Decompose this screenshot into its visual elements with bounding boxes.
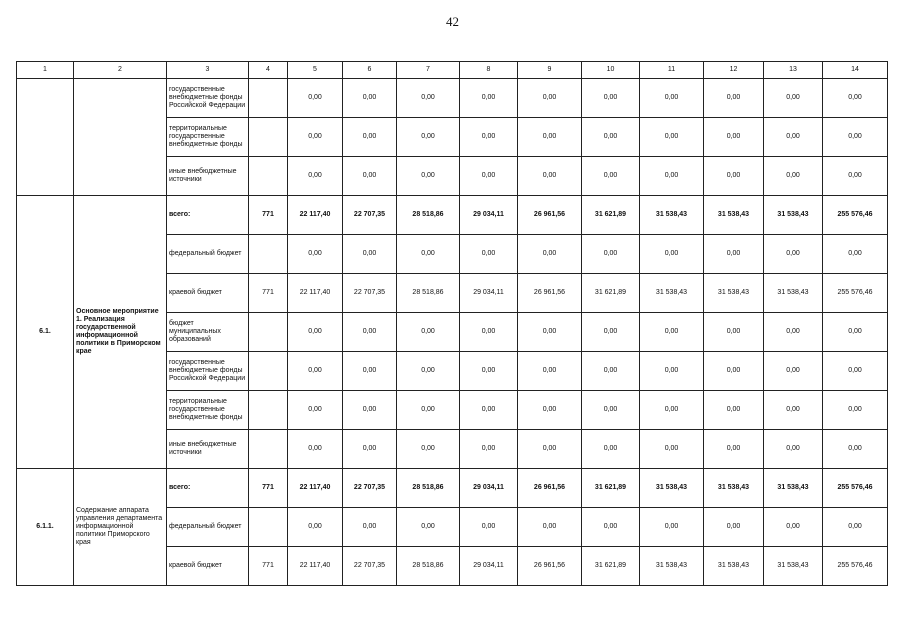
amount-cell: 0,00 [460,430,518,469]
amount-cell: 31 538,43 [764,547,823,586]
column-header: 14 [823,62,888,79]
amount-cell: 0,00 [343,313,397,352]
amount-cell: 28 518,86 [397,196,460,235]
amount-cell: 0,00 [704,352,764,391]
amount-cell: 0,00 [704,118,764,157]
amount-cell: 0,00 [343,508,397,547]
funding-source: территориальные государственные внебюджетные фонды [167,118,249,157]
amount-cell: 0,00 [704,235,764,274]
amount-cell: 22 117,40 [288,274,343,313]
amount-cell: 0,00 [288,79,343,118]
grbs-code: 771 [249,196,288,235]
table-row [17,196,888,235]
amount-cell: 0,00 [640,508,704,547]
amount-cell: 31 621,89 [582,196,640,235]
amount-cell: 0,00 [764,430,823,469]
funding-source: федеральный бюджет [167,235,249,274]
amount-cell: 0,00 [582,157,640,196]
amount-cell: 26 961,56 [518,274,582,313]
amount-cell: 0,00 [518,235,582,274]
amount-cell: 0,00 [823,391,888,430]
amount-cell: 0,00 [343,79,397,118]
amount-cell: 0,00 [397,508,460,547]
amount-cell: 0,00 [288,235,343,274]
amount-cell: 0,00 [640,313,704,352]
amount-cell: 0,00 [460,118,518,157]
amount-cell: 0,00 [823,79,888,118]
amount-cell: 31 621,89 [582,274,640,313]
column-header: 6 [343,62,397,79]
amount-cell: 0,00 [518,391,582,430]
item-name [74,79,167,196]
amount-cell: 0,00 [343,391,397,430]
amount-cell: 31 538,43 [640,469,704,508]
amount-cell: 0,00 [764,313,823,352]
amount-cell: 0,00 [460,157,518,196]
column-header: 10 [582,62,640,79]
amount-cell: 31 621,89 [582,547,640,586]
amount-cell: 0,00 [823,313,888,352]
amount-cell: 0,00 [823,235,888,274]
amount-cell: 0,00 [640,235,704,274]
amount-cell: 0,00 [460,79,518,118]
amount-cell: 28 518,86 [397,274,460,313]
amount-cell: 26 961,56 [518,547,582,586]
amount-cell: 0,00 [704,508,764,547]
amount-cell: 0,00 [764,118,823,157]
amount-cell: 0,00 [397,79,460,118]
amount-cell: 0,00 [823,157,888,196]
amount-cell: 0,00 [823,430,888,469]
amount-cell: 0,00 [640,430,704,469]
amount-cell: 31 538,43 [640,274,704,313]
amount-cell: 0,00 [397,313,460,352]
amount-cell: 28 518,86 [397,547,460,586]
amount-cell: 26 961,56 [518,469,582,508]
amount-cell: 31 538,43 [704,274,764,313]
amount-cell: 31 538,43 [764,196,823,235]
amount-cell: 31 538,43 [704,547,764,586]
amount-cell: 29 034,11 [460,547,518,586]
amount-cell: 26 961,56 [518,196,582,235]
amount-cell: 0,00 [397,430,460,469]
funding-source: территориальные государственные внебюджетные фонды [167,391,249,430]
funding-source: государственные внебюджетные фонды Российской Федерации [167,79,249,118]
funding-source: всего: [167,469,249,508]
amount-cell: 22 707,35 [343,274,397,313]
amount-cell: 0,00 [288,118,343,157]
amount-cell: 0,00 [640,118,704,157]
amount-cell: 0,00 [823,508,888,547]
amount-cell: 29 034,11 [460,469,518,508]
item-name: Основное мероприятие 1. Реализация государственной информационной политики в Приморском крае [74,196,167,469]
amount-cell: 31 538,43 [704,196,764,235]
amount-cell: 0,00 [518,430,582,469]
amount-cell: 0,00 [704,391,764,430]
amount-cell: 31 538,43 [640,547,704,586]
amount-cell: 31 538,43 [640,196,704,235]
amount-cell: 29 034,11 [460,274,518,313]
grbs-code [249,118,288,157]
grbs-code: 771 [249,547,288,586]
amount-cell: 0,00 [518,157,582,196]
item-number: 6.1.1. [17,469,74,586]
amount-cell: 0,00 [343,118,397,157]
funding-source: федеральный бюджет [167,508,249,547]
amount-cell: 0,00 [640,352,704,391]
funding-source: бюджет муниципальных образований [167,313,249,352]
funding-source: краевой бюджет [167,274,249,313]
amount-cell: 0,00 [704,79,764,118]
amount-cell: 0,00 [343,157,397,196]
funding-source: краевой бюджет [167,547,249,586]
column-header: 7 [397,62,460,79]
amount-cell: 22 707,35 [343,547,397,586]
column-header: 2 [74,62,167,79]
amount-cell: 0,00 [582,508,640,547]
column-header: 12 [704,62,764,79]
amount-cell: 0,00 [764,235,823,274]
amount-cell: 0,00 [764,352,823,391]
amount-cell: 0,00 [397,352,460,391]
amount-cell: 0,00 [518,352,582,391]
amount-cell: 22 117,40 [288,196,343,235]
amount-cell: 0,00 [288,157,343,196]
amount-cell: 0,00 [704,430,764,469]
amount-cell: 0,00 [288,508,343,547]
amount-cell: 0,00 [640,157,704,196]
amount-cell: 0,00 [582,352,640,391]
amount-cell: 0,00 [764,79,823,118]
amount-cell: 0,00 [640,391,704,430]
column-header: 8 [460,62,518,79]
grbs-code [249,508,288,547]
amount-cell: 0,00 [460,508,518,547]
table-row [17,79,888,118]
amount-cell: 0,00 [397,157,460,196]
amount-cell: 0,00 [582,235,640,274]
amount-cell: 255 576,46 [823,547,888,586]
item-number [17,79,74,196]
column-header: 5 [288,62,343,79]
amount-cell: 22 707,35 [343,469,397,508]
amount-cell: 0,00 [397,118,460,157]
column-header: 3 [167,62,249,79]
amount-cell: 0,00 [518,313,582,352]
amount-cell: 29 034,11 [460,196,518,235]
grbs-code [249,313,288,352]
amount-cell: 0,00 [343,352,397,391]
header-row [17,62,888,79]
table-row [17,469,888,508]
amount-cell: 0,00 [460,352,518,391]
item-name: Содержание аппарата управления департамента информационной политики Приморского края [74,469,167,586]
amount-cell: 0,00 [518,508,582,547]
amount-cell: 28 518,86 [397,469,460,508]
funding-source: иные внебюджетные источники [167,157,249,196]
grbs-code [249,352,288,391]
amount-cell: 0,00 [704,313,764,352]
amount-cell: 0,00 [764,391,823,430]
amount-cell: 0,00 [823,118,888,157]
amount-cell: 0,00 [582,313,640,352]
amount-cell: 22 707,35 [343,196,397,235]
grbs-code [249,157,288,196]
amount-cell: 0,00 [518,118,582,157]
budget-table [16,61,888,586]
amount-cell: 0,00 [397,391,460,430]
amount-cell: 31 538,43 [764,274,823,313]
amount-cell: 0,00 [343,235,397,274]
column-header: 9 [518,62,582,79]
grbs-code [249,235,288,274]
amount-cell: 31 621,89 [582,469,640,508]
grbs-code: 771 [249,469,288,508]
funding-source: всего: [167,196,249,235]
page-number: 42 [446,14,459,29]
amount-cell: 22 117,40 [288,547,343,586]
amount-cell: 0,00 [640,79,704,118]
amount-cell: 0,00 [704,157,764,196]
funding-source: государственные внебюджетные фонды Российской Федерации [167,352,249,391]
amount-cell: 0,00 [582,79,640,118]
amount-cell: 0,00 [288,313,343,352]
funding-source: иные внебюджетные источники [167,430,249,469]
column-header: 11 [640,62,704,79]
amount-cell: 31 538,43 [764,469,823,508]
amount-cell: 255 576,46 [823,469,888,508]
amount-cell: 0,00 [460,313,518,352]
amount-cell: 0,00 [582,118,640,157]
grbs-code [249,79,288,118]
amount-cell: 0,00 [288,352,343,391]
amount-cell: 0,00 [288,430,343,469]
column-header: 4 [249,62,288,79]
amount-cell: 0,00 [518,79,582,118]
grbs-code [249,391,288,430]
amount-cell: 0,00 [460,391,518,430]
grbs-code: 771 [249,274,288,313]
grbs-code [249,430,288,469]
amount-cell: 31 538,43 [704,469,764,508]
amount-cell: 22 117,40 [288,469,343,508]
item-number: 6.1. [17,196,74,469]
amount-cell: 0,00 [460,235,518,274]
amount-cell: 255 576,46 [823,274,888,313]
amount-cell: 0,00 [343,430,397,469]
amount-cell: 0,00 [582,430,640,469]
amount-cell: 0,00 [288,391,343,430]
column-header: 1 [17,62,74,79]
amount-cell: 0,00 [823,352,888,391]
amount-cell: 0,00 [764,157,823,196]
amount-cell: 255 576,46 [823,196,888,235]
amount-cell: 0,00 [764,508,823,547]
amount-cell: 0,00 [582,391,640,430]
column-header: 13 [764,62,823,79]
amount-cell: 0,00 [397,235,460,274]
